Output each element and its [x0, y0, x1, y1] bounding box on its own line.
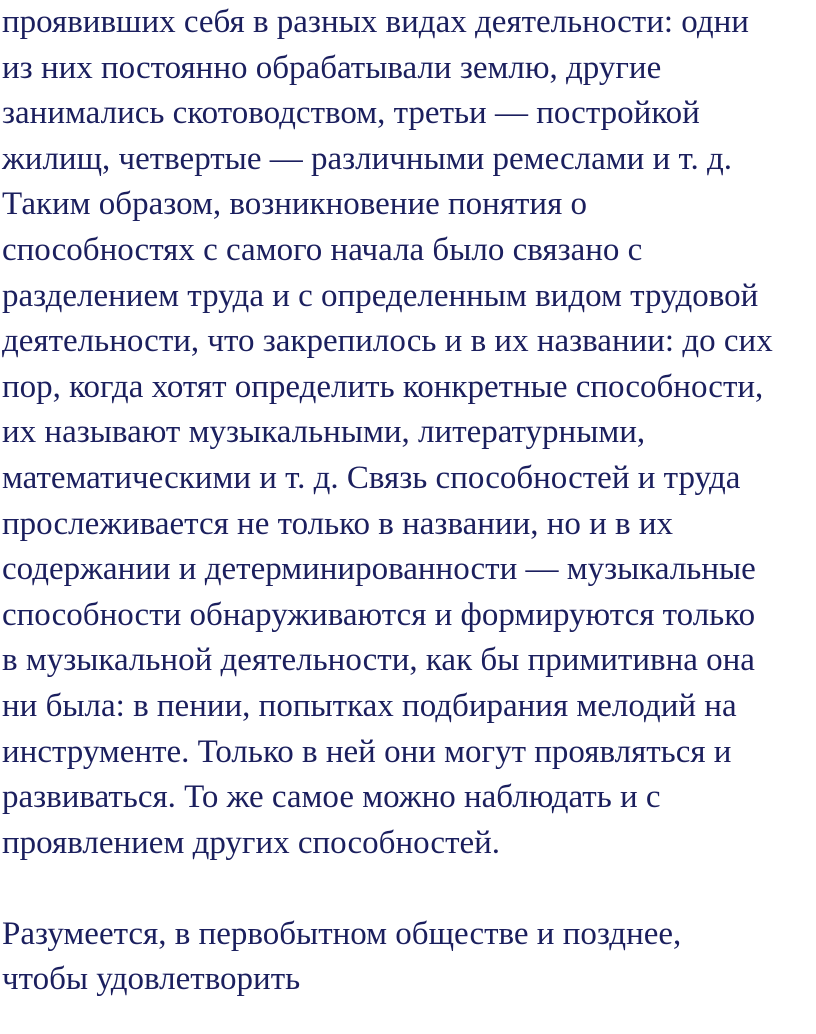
text-line: способностях с самого начала было связано с [2, 231, 643, 268]
text-line: чтобы удовлетворить [2, 961, 301, 998]
text-line: ни была: в пении, попытках подбирания мелодий на [2, 687, 737, 724]
text-line: Таким образом, возникновение понятия о [2, 186, 588, 223]
text-line: Разумеется, в первобытном обществе и позднее, [2, 915, 682, 952]
text-line: разделением труда и с определенным видом трудовой [2, 277, 759, 314]
text-line: развиваться. То же самое можно наблюдать и с [2, 779, 661, 816]
text-line: проявивших себя в разных видах деятельности: одни [2, 4, 749, 40]
text-line: их называют музыкальными, литературными, [2, 414, 646, 451]
text-line: способности обнаруживаются и формируются только [2, 596, 756, 633]
paragraph-2 [2, 912, 816, 1003]
text-line: прослеживается не только в названии, но и в их [2, 505, 674, 542]
paragraph-spacer [2, 866, 816, 912]
text-line: из них постоянно обрабатывали землю, другие [2, 49, 662, 86]
paragraph-1 [2, 0, 816, 866]
text-line: математическими и т. д. Связь способностей и труда [2, 459, 741, 496]
text-line: деятельности, что закрепилось и в их названии: до сих [2, 323, 773, 360]
text-line: инструменте. Только в ней они могут проявляться и [2, 733, 732, 770]
text-line: содержании и детерминированности — музыкальные [2, 551, 756, 588]
text-line: в музыкальной деятельности, как бы примитивна она [2, 642, 755, 679]
text-line: пор, когда хотят определить конкретные способности, [2, 368, 764, 405]
text-line: занимались скотоводством, третьи — постройкой [2, 95, 700, 132]
text-line: жилищ, четвертые — различными ремеслами и т. д. [2, 140, 732, 177]
text-line: проявлением других способностей. [2, 824, 501, 861]
